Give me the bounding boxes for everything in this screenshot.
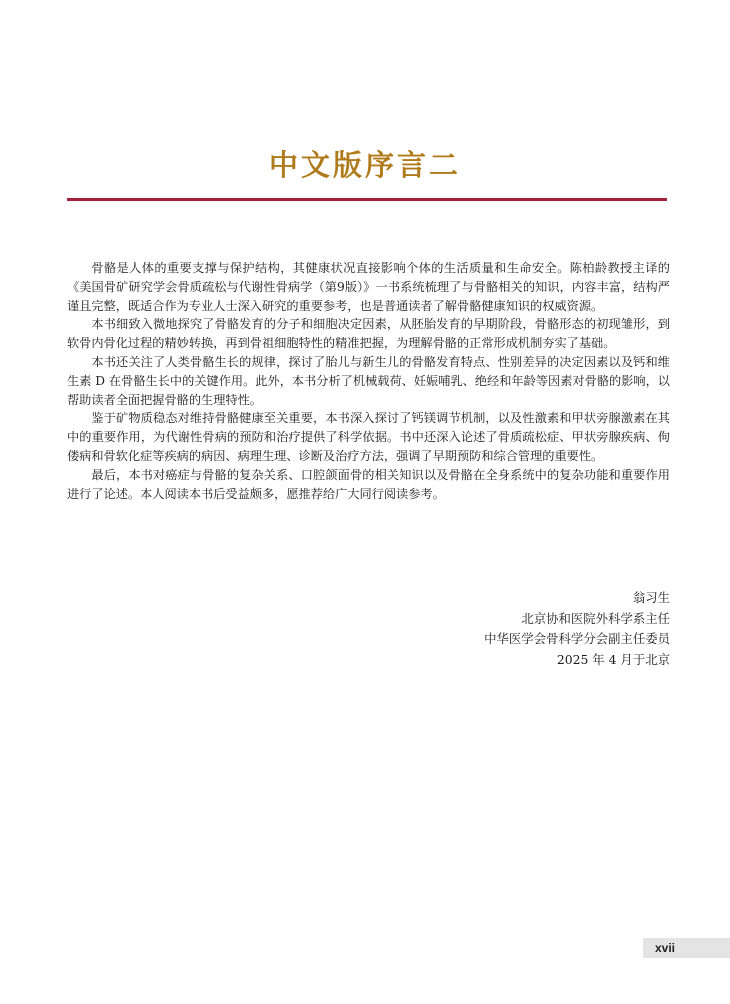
signature-block xyxy=(484,588,670,670)
preface-body xyxy=(67,259,670,503)
page-number-tab xyxy=(643,938,730,958)
paragraph-2: 本书细致入微地探究了骨骼发育的分子和细胞决定因素，从胚胎发育的早期阶段，骨骼形态的初现雏形，到软骨内骨化过程的精妙转换，再到骨祖细胞特性的精准把握，为理解骨骼的正常形成机制夯实了基础。 xyxy=(67,317,670,351)
paragraph-3: 本书还关注了人类骨骼生长的规律，探讨了胎儿与新生儿的骨骼发育特点、性别差异的决定因素以及钙和维生素 D 在骨骼生长中的关键作用。此外，本书分析了机械载荷、妊娠哺乳、绝经和年龄等因素对骨骼的影响，以帮助读者全面把握骨骼的生理特性。 xyxy=(67,354,670,407)
title-divider xyxy=(67,198,667,201)
author-name: 翁习生 xyxy=(632,590,670,605)
author-position-2: 中华医学会骨科学分会副主任委员 xyxy=(484,631,670,646)
paragraph-5: 最后，本书对癌症与骨骼的复杂关系、口腔颌面骨的相关知识以及骨骼在全身系统中的复杂功能和重要作用进行了论述。本人阅读本书后受益颇多，愿推荐给广大同行阅读参考。 xyxy=(67,467,670,501)
signature-date: 2025 年 4 月于北京 xyxy=(556,651,670,667)
paragraph-4: 鉴于矿物质稳态对维持骨骼健康至关重要，本书深入探讨了钙镁调节机制，以及性激素和甲状旁腺激素在其中的重要作用，为代谢性骨病的预防和治疗提供了科学依据。书中还深入论述了骨质疏松症、甲状旁腺疾病、佝偻病和骨软化症等疾病的病因、病理生理、诊断及治疗方法，强调了早期预防和综合管理的重要性。 xyxy=(67,411,670,463)
paragraph-1: 骨骼是人体的重要支撑与保护结构，其健康状况直接影响个体的生活质量和生命安全。陈柏龄教授主译的《美国骨矿研究学会骨质疏松与代谢性骨病学（第9版）》一书系统梳理了与骨骼相关的知识，内容丰富，结构严谨且完整，既适合作为专业人士深入研究的重要参考，也是普通读者了解骨骼健康知识的权威资源。 xyxy=(67,261,670,313)
page-number: xvii xyxy=(655,941,676,955)
author-position-1: 北京协和医院外科学系主任 xyxy=(521,610,670,626)
page-title: 中文版序言二 xyxy=(268,148,461,182)
